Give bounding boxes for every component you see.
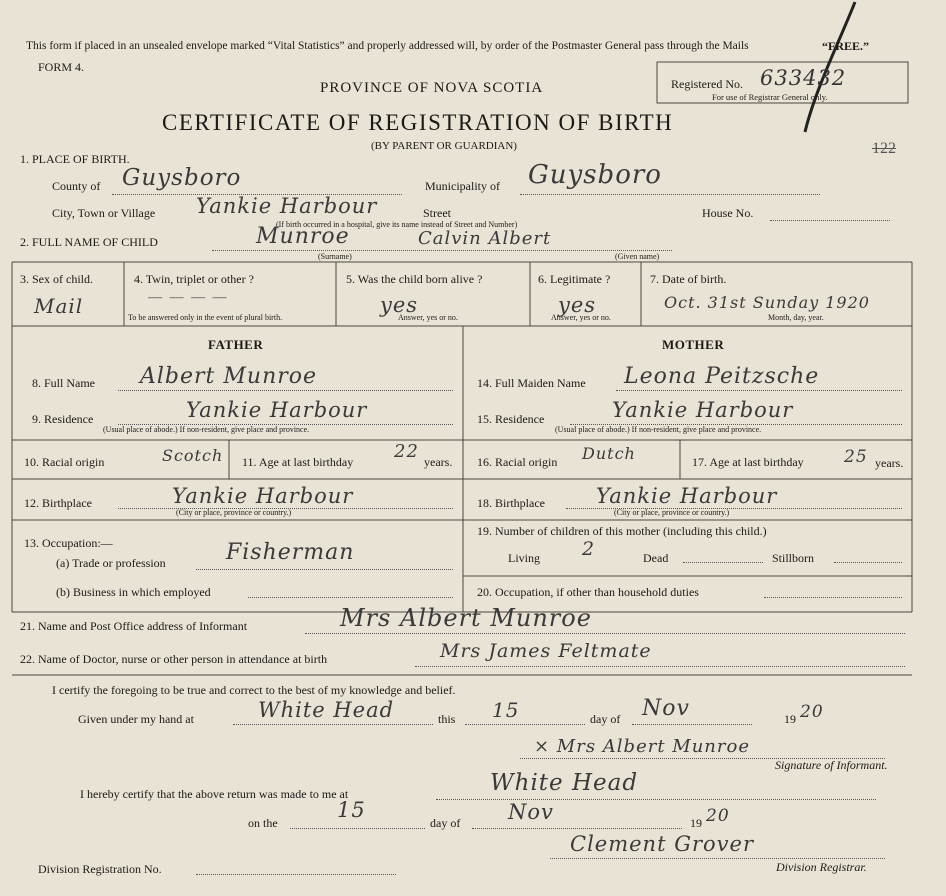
registrar-signature-label: Division Registrar.: [776, 860, 867, 874]
registrar-statement: I hereby certify that the above return was made to me at: [80, 787, 349, 801]
form-number: FORM 4.: [38, 60, 85, 74]
margin-number: 122: [872, 140, 896, 157]
mother-occupation-line: [764, 597, 902, 598]
mother-occupation-label: 20. Occupation, if other than household duties: [477, 585, 699, 599]
legitimate-value: yes: [558, 293, 597, 317]
division-registration-label: Division Registration No.: [38, 862, 162, 876]
father-birthplace-note: (City or place, province or country.): [176, 508, 292, 517]
father-name-label: 8. Full Name: [32, 376, 95, 390]
registrar-signature-line: [550, 858, 885, 859]
free-mark: “FREE.”: [822, 39, 870, 53]
dead-line: [683, 562, 763, 563]
informant-signature-label: Signature of Informant.: [775, 758, 888, 772]
county-value: Guysboro: [122, 165, 242, 191]
registrar-year-prefix: 19: [690, 816, 702, 830]
dead-label: Dead: [643, 551, 669, 565]
child-name-line: [212, 250, 672, 251]
mother-years: years.: [875, 456, 904, 470]
mother-name-value: Leona Peitzsche: [624, 364, 820, 389]
mother-birthplace-note: (City or place, province or country.): [614, 508, 730, 517]
mother-abode-note: (Usual place of abode.) If non-resident, give place and province.: [555, 425, 762, 434]
trade-value: Fisherman: [226, 540, 355, 565]
registrar-month: Nov: [508, 800, 554, 824]
living-label: Living: [508, 551, 540, 565]
informant-signature: × Mrs Albert Munroe: [534, 736, 750, 757]
doctor-line: [415, 666, 905, 667]
child-surname: Munroe: [256, 224, 350, 249]
mother-heading: MOTHER: [662, 337, 725, 352]
father-racial-label: 10. Racial origin: [24, 455, 105, 469]
registrar-month-line: [472, 828, 682, 829]
registrar-day-of-label: day of: [430, 816, 461, 830]
given-place: White Head: [258, 698, 395, 722]
mother-age-value: 25: [844, 447, 868, 467]
stillborn-line: [834, 562, 902, 563]
business-label: (b) Business in which employed: [56, 585, 211, 599]
informant-label: 21. Name and Post Office address of Informant: [20, 619, 248, 633]
city-value: Yankie Harbour: [196, 194, 378, 218]
certify-statement: I certify the foregoing to be true and correct to the best of my knowledge and belief.: [52, 683, 456, 697]
father-racial-value: Scotch: [162, 446, 224, 465]
given-month: Nov: [642, 696, 690, 721]
county-label: County of: [52, 179, 101, 193]
father-residence-label: 9. Residence: [32, 412, 94, 426]
twin-label: 4. Twin, triplet or other ?: [134, 272, 254, 286]
stillborn-label: Stillborn: [772, 551, 815, 565]
date-of-birth-label: 7. Date of birth.: [650, 272, 727, 286]
house-number-line: [770, 220, 890, 221]
informant-line: [305, 633, 905, 634]
mother-racial-label: 16. Racial origin: [477, 455, 558, 469]
mother-name-line: [616, 390, 902, 391]
page-subtitle: (BY PARENT OR GUARDIAN): [371, 140, 517, 152]
page-title: CERTIFICATE OF REGISTRATION OF BIRTH: [162, 110, 674, 135]
registrar-day-line: [290, 828, 425, 829]
sex-value: Mail: [34, 294, 84, 318]
given-day-of-label: day of: [590, 712, 621, 726]
mother-name-label: 14. Full Maiden Name: [477, 376, 586, 390]
business-line: [248, 597, 453, 598]
given-place-line: [233, 724, 433, 725]
province-heading: PROVINCE OF NOVA SCOTIA: [320, 80, 544, 96]
sex-label: 3. Sex of child.: [20, 272, 93, 286]
child-given-name: Calvin Albert: [418, 228, 552, 249]
trade-line: [196, 569, 453, 570]
surname-note: (Surname): [318, 252, 352, 261]
doctor-value: Mrs James Feltmate: [440, 640, 652, 662]
registrar-note: For use of Registrar General only.: [712, 92, 828, 102]
father-occupation-label: 13. Occupation:—: [24, 536, 113, 550]
father-heading: FATHER: [208, 337, 264, 352]
this-label: this: [438, 712, 456, 726]
house-number-label: House No.: [702, 206, 754, 220]
registrar-year-suffix: 20: [706, 806, 730, 826]
twin-note: To be answered only in the event of plural birth.: [128, 313, 283, 322]
legitimate-label: 6. Legitimate ?: [538, 272, 611, 286]
registrar-day: 15: [337, 798, 366, 822]
given-name-note: (Given name): [615, 252, 660, 261]
twin-value: — — — —: [148, 290, 229, 305]
registrar-signature: Clement Grover: [570, 832, 754, 856]
mother-birthplace-label: 18. Birthplace: [477, 496, 545, 510]
legitimate-note: Answer, yes or no.: [551, 313, 611, 322]
father-age-value: 22: [394, 441, 419, 462]
registrar-place-line: [436, 799, 876, 800]
given-day: 15: [492, 698, 520, 722]
registrar-place: White Head: [490, 770, 639, 796]
city-label: City, Town or Village: [52, 206, 156, 220]
informant-value: Mrs Albert Munroe: [340, 604, 592, 632]
alive-note: Answer, yes or no.: [398, 313, 458, 322]
mother-birthplace-value: Yankie Harbour: [596, 484, 778, 508]
father-name-value: Albert Munroe: [140, 364, 318, 389]
given-month-line: [632, 724, 752, 725]
father-age-label: 11. Age at last birthday: [242, 455, 354, 469]
father-name-line: [118, 390, 453, 391]
given-year-prefix: 19: [784, 712, 796, 726]
mother-racial-value: Dutch: [582, 444, 636, 463]
father-abode-note: (Usual place of abode.) If non-resident, give place and province.: [103, 425, 310, 434]
given-year-suffix: 20: [800, 702, 824, 722]
mother-residence-label: 15. Residence: [477, 412, 545, 426]
given-under-label: Given under my hand at: [78, 712, 194, 726]
mother-residence-value: Yankie Harbour: [612, 398, 794, 422]
municipality-label: Municipality of: [425, 179, 500, 193]
father-years: years.: [424, 455, 453, 469]
municipality-value: Guysboro: [528, 160, 662, 190]
postal-notice: This form if placed in an unsealed envelope marked “Vital Statistics” and properly addressed will, by order of the Postmaster General pass through the Mails: [26, 40, 749, 52]
registered-number: 633432: [760, 66, 847, 90]
registered-label: Registered No.: [671, 77, 743, 91]
trade-label: (a) Trade or profession: [56, 556, 166, 570]
father-birthplace-label: 12. Birthplace: [24, 496, 92, 510]
father-birthplace-value: Yankie Harbour: [172, 484, 354, 508]
municipality-line: [520, 194, 820, 195]
doctor-label: 22. Name of Doctor, nurse or other person in attendance at birth: [20, 652, 328, 666]
date-of-birth-value: Oct. 31st Sunday 1920: [664, 293, 870, 312]
on-the-label: on the: [248, 816, 278, 830]
hospital-note: (If birth occurred in a hospital, give its name instead of Street and Number): [276, 220, 518, 229]
child-name-label: 2. FULL NAME OF CHILD: [20, 235, 158, 249]
children-count-label: 19. Number of children of this mother (including this child.): [477, 524, 767, 538]
place-of-birth-label: 1. PLACE OF BIRTH.: [20, 152, 130, 166]
living-value: 2: [582, 538, 596, 560]
alive-value: yes: [380, 293, 419, 317]
division-registration-line: [196, 874, 396, 875]
mother-age-label: 17. Age at last birthday: [692, 455, 804, 469]
father-residence-value: Yankie Harbour: [186, 398, 368, 422]
alive-label: 5. Was the child born alive ?: [346, 272, 483, 286]
given-day-line: [465, 724, 585, 725]
street-label: Street: [423, 206, 451, 220]
date-of-birth-note: Month, day, year.: [768, 313, 824, 322]
